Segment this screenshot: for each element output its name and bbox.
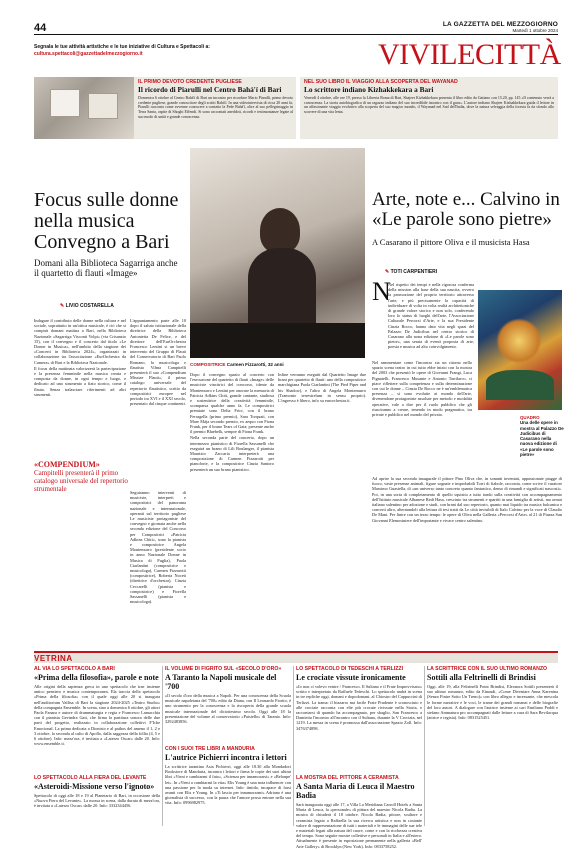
article1-caption: COMPOSITRICE Carmen Fizzarotti, 32 anni xyxy=(190,362,284,367)
article1-col4: Dopo il convegno spazio al concerto con l'esecuzione del quartetto di flauti «Image» delle musiciste vincitrici del concorso, idente da Montemurro e Lentini per onorare la memoria di Patricia Adkins Chiti, grande cantante, studiosa e sostenitrice della creatività femminile, scomparsa qualche anno fa. Le compositrici premiate sono Delia Fricr, con il brano Ferragella (primo premio), Sara Torquati, con Mare Mája secondo premio, ex aequo con Fiona Frank, per il brano Tears of Gaia; presente anche il premio Bluebelk, sempre di Fiona Frank. Nella seconda parte del concerto, dopo un intermezzo pianistico di Fiorella Sassanelli che eseguirà un brano di Lili Boulanger, il pianista Maurizio Zaccaria interpreterà una composizione di Carmen Fizzarotti per pianoforte, e la compositrice Cinzia Santoro presenterà un suo brano pianistico. xyxy=(190,372,274,472)
author-pen-icon: ✎ xyxy=(60,303,66,309)
pullquote-title: «COMPENDIUM» xyxy=(34,460,100,469)
article1-col2: L'appuntamento parte alle 10 dopo il saluto istituzionale della direttrice della Biblioteca Antonietta De Felice, e del direttore dell'EurOrchestra Francesco Lentini si un breve intervento del Gruppo di Flauti del Conservatorio di Bari Paolo Romano, la musicologa e flautista Vilma Campitelli presenterà il suo «Compendium Missiae Flauti», il primo catalogo universale del repertorio flautistico, scritto da compositrici europee nel periodo tra XVI e il XXI secolo, presentato dal cinque continenti. xyxy=(130,318,186,407)
vetrina-item: LA MOSTRA DEL PITTORE A CERAMISTA A Santa Maria di Leuca il Maestro Badia Sarà inaugurata oggi alle 17, a Villa La Meridiana Carroll Hotels a Santa Maria di Leuca, la «personale» di pittura del maestro Nicola Badia. La mostra di chiuderà il 18 ottobre. Nicola Badia, pittore, scultore e ceramista legato a Raffaella la sua ricerca artistica e non in costante valore di rappresentazione di tutti i materiali e le immagini delle sue tele e materiali legati alla natura del cuore, come e con la ricchezza creativa del tempo. Sono seguite mostre collettive e personali in Italia e all'estero. Attualmente è presente in esposizione permanente nella galleria «Bell' Arte Gallery» di Brooklyn (New York). Info: 0833758252. xyxy=(296,775,422,849)
page-number: 44 xyxy=(34,22,47,34)
vetrina-item: LO SPETTACOLO DI TEDESCHI A TERLIZZI Le crociate vissute ironicamente «Io non ci volevo venire / Francesco. Il Sultano e il Frate Improvvisato» scritto e interpretato da Raffaele Tedeschi. Lo spettacolo andrà in scena in tre repliche oggi, domani e dopodomani, al Chiostro del Cappuccini di Terlizzi. La trama: il bizzarro ma facile Frate Prudente è sconosciuto e alle crociate racconta con elie più crocate rivissute nella Storia, e raccontarsi di quando ha accompagnato, per sbaglio, San Francesco a Damietta l'incontro all'incontro con il Sultano, durante la V Crociata, nel 1219. La messa in scena è promossa dall'associazione Spazio Zoll. Info: 3476374898. xyxy=(296,666,422,731)
article2-caption: QUADRO Una delle opere in mostra al Palazzo De Judicibus di Casarano nella nuova edizione di «Le parole sono pietre» xyxy=(520,415,564,458)
article1-photo xyxy=(190,148,365,358)
vetrina-title: VETRINA xyxy=(34,654,73,663)
top-box-right xyxy=(300,77,558,139)
article2-title: Arte, note e... Calvino in «Le parole sono pietre» xyxy=(372,189,560,230)
top-right-body: Venerdì 4 ottobre, alle ore 19, presso la Libreria Roma di Bari, Shajeer Kizhakkekara presenta il libro edito da Gaiiano con 15.20, pp. 145 «Il contenuto verrà a conoscenza. La storia autobiografica di un ragazzo indiano del suo incredibile incontro con il guru». L'autore indiano Shajeer Kizhakkekara guida il lettore in un affascinante viaggio evolutivo alla scoperta del suo magico mondo, il Wayanad nel Sud dell'India, dove la natura selvaggia della foresta fa da sfondo allo scorrere di una vita lenta. xyxy=(304,96,554,115)
article1-col5: Infine verranno eseguiti dal Quartetto Image due brani per quartetto di flauti: uno della compositrice marchigiana Paola Ciarlantini (The Pied Piper and his Shadow), e l'altro di Angela Montemurro (Tramonto terrestrelum in sensu proprio). L'ingresso è libero, info su eurorchestra.it. xyxy=(278,372,366,404)
top-right-title: Lo scrittore indiano Kizhakkekara a Bari xyxy=(304,85,434,94)
article1-author: ✎ LIVIO COSTARELLA xyxy=(60,303,114,309)
article1-col3: Seguiranno interventi di musiciste, interpreti e compositrici del panorama nazionale e internazionale, operanti sul territorio pugliese Le musiciste protagoniste del convegno e giornata anche nella seconda edizione del Concorso per Compositrici «Patricia Adkins Chiti», sono la pianista e compositrice Angela Montemurro (presidente socio in anno Nazionale Donne in Musica di Puglia), Paola Ciarlantini (compositrice e musicologa), Carmen Fizzarotti (compositrice), Roberta Noceti (direttrice d'orchestra), Cinzia Ceccarelli (pianista e compositrice) e Fiorella Sassanelli (pianista e musicologa). xyxy=(130,490,186,605)
vetrina-item: CON I SUOI TRE LIBRI A MANDURIA L'autrice Pichierri incontra i lettori La scrittrice tarantina Asia Pichierri, oggi alle 18.30 alla Mondadori Bookstore di Manduria, incontra i lettori e firma le copie dei suoi ultimi libri «Vieni e cambiarmi il fato», «Scienza per innamorarsi» e «Belonpe' lei». In «Vieni a cambiarmi la vita» Elis Young è una nota influencer con una passione per la moda su internet. Info: timido, incapace di farsi avanti con Elis e Young. In «Ti lascio per innamorarmi» Adriano è una giornalista di successo, con la paura che l'amore possa entrare nella sua vita. Info: 0996982975. xyxy=(165,746,291,806)
top-left-body: Domenica 6 ottobre al Centro Bahá'í di Bari un incontro per ricordare Mario Piarulli, primo devoto credente pugliese, grande conoscitore degli scritti Bahá'í. In una videointervista di circa 20 anni fa, Piarulli racconta come avvenne conoscere a contatto la Fede Bahá'í, oltre al suo pellegrinaggio in Terra Santa, ospite di Shoghi Effendi. Si sono raccontati aneddoti, ricordi e testimonianze legate al suo modo di unità e grande conoscenza. xyxy=(138,96,293,119)
promo-email-link[interactable]: cultura.spettacoli@gazzettadelmezzogiorno.it xyxy=(34,50,143,57)
page-header xyxy=(34,18,558,38)
vetrina-item: IL VOLUME DI FIGRITO SUL «SECOLO D'ORO» A Taranto la Napoli musicale del '700 «Il secolo d'oro della musica a Napoli. Per una conoscenza della Scuola musicale napoletana del '700» edito da Diana, con Il Leonardo Fiorito, è uno strumento per la conoscenza e la riscoperta della grande scuola musicale internazionale del diciottesimo secolo. Oggi alle 18 la presentazione del volume al conservatorio «Paisiello» di Taranto. Info: 3292483856. xyxy=(165,666,291,725)
vetrina-item: AL VIA LO SPETTACOLO A BARI «Prima della filosofia», parole e note Alle origini della sapienza greca in uno spettacolo che trae insieme antico pensiero e musica contemporanea. Ela traccia della spettacolo «Prima della filosofia» con il quale oggi alle 20 si inaugura nell'auditorium Vallisa di Bari la stagione 2024-2025 «Teatro Studio» della compagnia Ensemble. In scena, sino a domenica 6 ottobre, gli attori Paola Fanara e autore di drammaturgia e regia e Francesco Lamacchia con il pianista Gevindra Gatt, che firma la partitura sonora delle due parti del progetto, realizzato in collaborazione collettivi F'Iche Emocional. La prima dedicata a Dionisio e al pathos del ameno il 1, 2 e 3 ottobre, la seconda al culto di Apollo, dalla saggezza della follia (4, 5 e 6 ottobre). Info: mezz'ora, è invitata a «Laterzo Oscar» dalle 20. Info: www.ensemble.it. xyxy=(34,666,161,747)
article1-subtitle: Domani alla Biblioteca Sagarriga anche il quartetto di flauti «Image» xyxy=(34,258,178,278)
newspaper-name: LA GAZZETTA DEL MEZZOGIORNO xyxy=(442,21,558,28)
top-left-kicker: IL PRIMO DEVOTO CREDENTE PUGLIESE xyxy=(138,79,242,85)
promo-text: Segnala le tue attività artistiche e le tue iniziative di Cultura e Spettacoli a: cultura.spettacoli@gazzettadelmezzogiorno.it xyxy=(34,44,210,57)
author-pen-icon-2: ✎ xyxy=(385,269,391,275)
vetrina-item: LA SCRITTRICE CON IL SUO ULTIMO ROMANZO Sottili alla Feltrinelli di Brindisi Oggi, alle 19, alla Feltrinelli Point Brindisi, Eleonora Sottili presenterà il suo ultimo romanzo, edito da Einaudi, «Come Diventare Anna Karenina (Senza Finire Sotto Un Treno)» con libro allegro e incessante, che mescola le forme narrative e le voci, le trame dei grandi romanzi e delle biografie del loro autori. A dialogare con l'autrice insieme ai cari Emiliano Poddi e stefano Ammatura pro accompagnati dalle letture a cura di Sara Bevilacqua (attrice e regista). Info: 0831525451. xyxy=(427,666,558,721)
article2-col2: Ad aprire la sua seconda inaugurale il pittore Pino Oliva che, in sonanti inventati, appassionate piagge di fuoco, vaste presenze animali, figure sognate e improbabili Torri di fiabole, racconta, come scrive il curatore Massimo Guastella, di «un universo tanto concreto quanto fantastico, denso di rimandi e significati nascosti». Poi, in una sorta di completamento di quello squisito a tutto tondo sulla creatività con accompagnamento dell'Istituto musicale Albanese Redi Hasa, cresciuto tra strumenti e spartiti in una famiglia di artisti, ma ormai italiano salentino per adozione e studi, con brani dal suo repertorio, quanto mai liquido tra musica balcanica e concerti altro, alternandoli alla lettura di tesi tratti da Le città invisibili di Italo Calvino per la voce di Claudio De Mani. Per finire con un terzo tempo: le opere di Oliva nella Galleria «Percorsi d'Arte» al 21 di Piazza San Giovanni Elemosiniere dell'importante e vivace centro salentino. xyxy=(372,476,562,523)
news-photo xyxy=(34,77,134,139)
painting-photo xyxy=(478,290,562,410)
article2-author: ✎ TOTI CARPENTIERI xyxy=(385,269,438,275)
vetrina-bar xyxy=(34,651,558,663)
article1-col1: Indagare il contributo delle donne nella cultura e nel sociale, soprattutto in un'ottica musicale, è ciò che si compirà domani mattina a Bari, nella Biblioteca Nazionale «Sagarriga Visconti Volpi» (via Crisanzio 15), con il convegno e il concerto dal titolo «Le Donne in Musica», nell'ambito della stagione dei «Concerti in Biblioteca 2024», organizzati in collaborazione tra l'associazione «EurOrchestra da Camera» di Bari e la Biblioteca Nazionale. Il focus della mattinata valorizzerà la partecipazione e la presenza femminile nella musica creata e composta da donne, in ogni tempo e luogo, e dedicato ad uno strumento a fiato storico, come il flauto. Senza tralasciare riferimenti ad altri strumenti. xyxy=(34,318,126,397)
article2-col1: Nel rispetto dei tempi e nella rigorosa conferma della mission alla base della sua nascita, ovvero la promozione del proprio territorio attraverso l'arte, e più precisamente la capacità di individuare di volta in volta realtà architettoniche di grande valore storico e non solo, conferendo loro lo status di luoghi dell'arte, l'Associazione Culturale Percorsi d'Arte, e la sua Presidente Cinzia Rocco, hanno dato vita negli spazi del Palazzo De Judicibus nel centro storico di Casarano alla nona edizione di «Le parole sono pietre», una serata di eventi proposta di arte, poesia e musica ad alto coinvolgimento. xyxy=(388,282,474,350)
page-date: Martedì 1 ottobre 2024 xyxy=(512,28,558,33)
article2-col1b: Nel rammentare come l'incontro sia un ritorno nello spazio scena teatro in cui tutto ebbe inizio con la mostra del 2003 che presentò le opere di Giovanni Frangi, Luca Pignatelli, Francesco Musante e Antonio Tarrilarco, ci piace riflettere sulla competenza e sulla determinazione con cui le donne – Cinzia De Rocco ne è un'emblematica presenza – si sono evoluite ai mondo dell'arte, divenendone protagoniste assolute per metodo e modalità operative, vale a dire per il ruolo pubblico che gli riusciranno a creare, tenendo in modo pragmatico, tra private e pubblico nel mondo del privato. xyxy=(372,360,472,418)
vetrina-item: LO SPETTACOLO ALLA FIERA DEL LEVANTE «Asteroidi-Missione verso l'ignoto» Spettacolo di oggi alle 18 e 19 al Planetario di Bari, in occasione della «Nuova Fiera del Levante». La mossa in scena, dalla durata di mezz'ora, è invitata a «Laterzo Oscar» dalle 20. Info: 3332344456. xyxy=(34,775,160,809)
pullquote-text: Campitelli presenterà il primo catalogo universale del repertorio strumentale xyxy=(34,469,128,493)
article1-title: Focus sulle donne nella musica Convegno a Bari xyxy=(34,189,179,253)
section-title: VIVILECITTÀ xyxy=(378,38,561,71)
article2-dropcap: N xyxy=(372,277,391,306)
top-box-left xyxy=(34,77,296,139)
article2-subtitle: A Casarano il pittore Oliva e il musicista Hasa xyxy=(372,237,530,247)
top-right-kicker: NEL SUO LIBRO IL VIAGGIO ALLA SCOPERTA DEL WAYANAD xyxy=(304,79,458,85)
article1-pullquote xyxy=(34,460,128,493)
top-left-title: Il ricordo di Piarulli nel Centro Bahá'í di Bari xyxy=(138,85,282,94)
